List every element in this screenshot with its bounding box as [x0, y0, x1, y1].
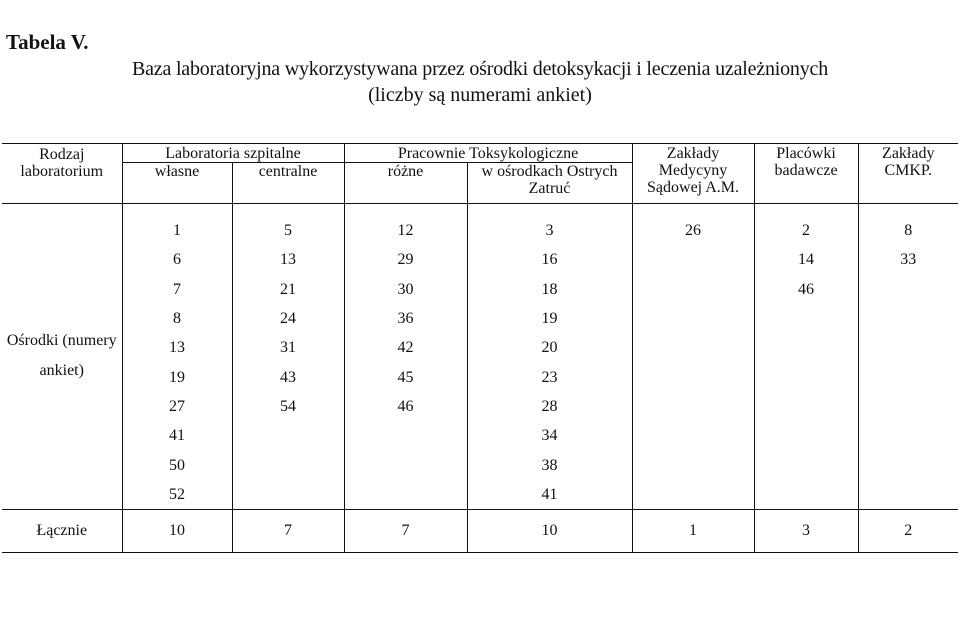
table-cell: 12 — [344, 204, 467, 246]
table-cell — [632, 480, 754, 510]
table-cell — [632, 275, 754, 304]
total-cell: 10 — [122, 509, 232, 552]
table-cell: 43 — [232, 362, 344, 391]
table-row — [2, 480, 958, 510]
total-cell: 7 — [344, 509, 467, 552]
table-cell: 3 — [467, 204, 632, 246]
table-cell: 46 — [344, 392, 467, 421]
table-cell: 36 — [344, 304, 467, 333]
table-cell — [754, 392, 858, 421]
table-row — [2, 304, 958, 333]
table-cell: 54 — [232, 392, 344, 421]
table-cell: 45 — [344, 362, 467, 391]
total-cell: 7 — [232, 509, 344, 552]
table-cell — [754, 450, 858, 479]
table-row — [2, 275, 958, 304]
header-central: centralne — [232, 163, 344, 204]
row-label-centers: Ośrodki (numery ankiet) — [2, 204, 122, 510]
table-cell: 26 — [632, 204, 754, 246]
header-toxicology-labs: Pracownie Toksykologiczne — [344, 144, 632, 163]
table-cell — [632, 362, 754, 391]
total-cell: 2 — [858, 509, 958, 552]
table-cell — [858, 304, 958, 333]
table-cell: 38 — [467, 450, 632, 479]
table-cell — [632, 421, 754, 450]
table-cell: 8 — [122, 304, 232, 333]
table-cell — [632, 304, 754, 333]
total-cell: 1 — [632, 509, 754, 552]
total-row — [2, 509, 958, 552]
table-title: Baza laboratoryjna wykorzystywana przez ośrodki detoksykacji i leczenia uzależnionych — [131, 58, 829, 80]
table-cell — [754, 421, 858, 450]
table-cell: 34 — [467, 421, 632, 450]
table-cell: 46 — [754, 275, 858, 304]
table-cell: 41 — [122, 421, 232, 450]
table-cell — [232, 480, 344, 510]
table-cell — [858, 362, 958, 391]
table-cell: 24 — [232, 304, 344, 333]
header-research-units: Placówki badawcze — [754, 144, 858, 204]
table-cell — [754, 362, 858, 391]
header-poison-centers: w ośrodkach Ostrych Zatruć — [467, 163, 632, 204]
table-cell — [858, 450, 958, 479]
table-cell: 8 — [904, 222, 913, 240]
total-label: Łącznie — [2, 509, 122, 552]
total-cell: 10 — [467, 509, 632, 552]
table-cell — [858, 480, 958, 510]
table-cell — [754, 333, 858, 362]
table-cell: 13 — [122, 333, 232, 362]
table-cell — [858, 333, 958, 362]
table-cell: 1 — [122, 204, 232, 246]
header-lab-type: Rodzaj laboratorium — [2, 144, 122, 204]
table-cell: 23 — [467, 362, 632, 391]
table-cell — [344, 421, 467, 450]
table-cell: 33 — [900, 251, 917, 269]
table-cell: 28 — [467, 392, 632, 421]
table-cell: 19 — [122, 362, 232, 391]
header-hospital-labs: Laboratoria szpitalne — [122, 144, 344, 163]
table-row — [2, 392, 958, 421]
table-cell — [632, 333, 754, 362]
table-cell: 30 — [344, 275, 467, 304]
table-cell — [344, 450, 467, 479]
header-forensic-medicine: Zakłady Medycyny Sądowej A.M. — [632, 144, 754, 204]
table-cell: 41 — [467, 480, 632, 510]
header-various: różne — [344, 163, 467, 204]
table-cell — [858, 392, 958, 421]
table-cell: 6 — [122, 245, 232, 274]
table-cell: 13 — [232, 245, 344, 274]
table-cell: 19 — [467, 304, 632, 333]
table-cell: 27 — [122, 392, 232, 421]
table-cell: 7 — [122, 275, 232, 304]
table-row — [2, 204, 958, 246]
table-cell: 21 — [232, 275, 344, 304]
table-cell: 29 — [344, 245, 467, 274]
lab-table — [2, 143, 958, 553]
table-cell: 14 — [754, 245, 858, 274]
table-cell — [754, 480, 858, 510]
table-cell — [632, 392, 754, 421]
table-cell — [232, 421, 344, 450]
table-row — [2, 421, 958, 450]
table-subtitle: (liczby są numerami ankiet) — [368, 84, 592, 106]
table-cell — [858, 275, 958, 304]
table-cell — [754, 304, 858, 333]
table-cell: 31 — [232, 333, 344, 362]
header-cmkp: Zakłady CMKP. — [858, 144, 958, 204]
table-cell: 18 — [467, 275, 632, 304]
table-cell: 42 — [344, 333, 467, 362]
table-row — [2, 245, 958, 274]
header-own: własne — [122, 163, 232, 204]
table-label: Tabela V. — [6, 30, 89, 54]
table-cell — [232, 450, 344, 479]
table-row — [2, 333, 958, 362]
table-cell: 52 — [122, 480, 232, 510]
table-cell — [632, 245, 754, 274]
table-row — [2, 450, 958, 479]
table-cell: 16 — [467, 245, 632, 274]
table-cell: 2 — [754, 204, 858, 246]
table-cell — [632, 450, 754, 479]
total-cell: 3 — [754, 509, 858, 552]
table-cell: 5 — [232, 204, 344, 246]
table-cell — [858, 421, 958, 450]
table-row — [2, 362, 958, 391]
table-cell: 50 — [122, 450, 232, 479]
table-cell — [344, 480, 467, 510]
table-cell: 20 — [467, 333, 632, 362]
